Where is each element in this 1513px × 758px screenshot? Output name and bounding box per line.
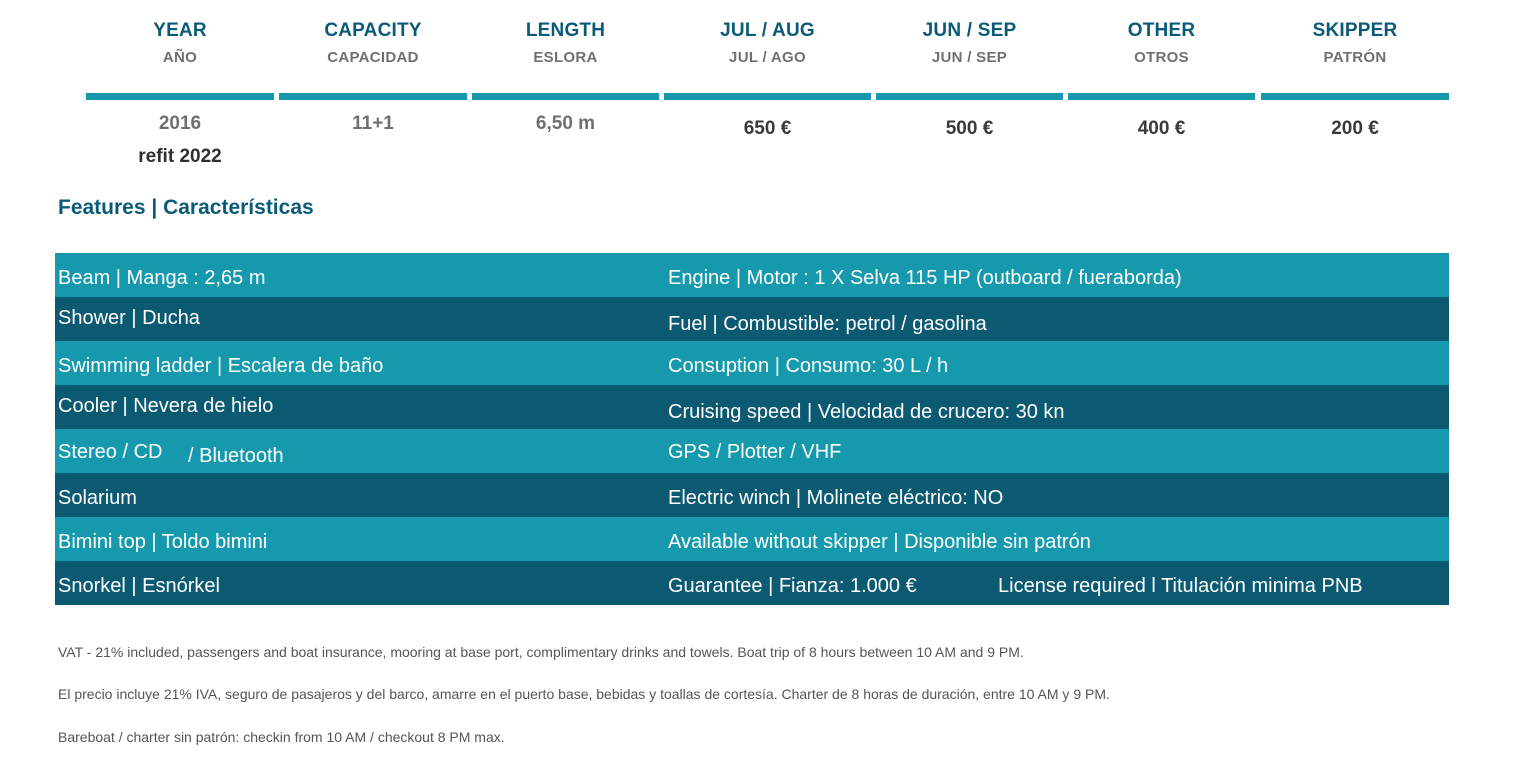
feature-right: Consuption | Consumo: 30 L / h bbox=[668, 355, 949, 377]
feature-row bbox=[55, 253, 1449, 297]
spec-column-jul-aug bbox=[664, 0, 871, 180]
feature-row bbox=[55, 385, 1449, 429]
feature-left: Bimini top | Toldo bimini bbox=[58, 531, 268, 553]
spec-header-en: SKIPPER bbox=[1312, 20, 1398, 41]
spec-value: 650 € bbox=[743, 118, 792, 139]
spec-header-es: ESLORA bbox=[533, 49, 598, 66]
feature-left: Swimming ladder | Escalera de baño bbox=[58, 355, 384, 377]
spec-value-sub: refit 2022 bbox=[138, 146, 222, 167]
spec-divider-bar bbox=[1261, 93, 1449, 100]
feature-row bbox=[55, 561, 1449, 605]
note-es: El precio incluye 21% IVA, seguro de pasajeros y del barco, amarre en el puerto base, bebidas y toallas de cortesía. Charter de 8 horas de duración, entre 10 AM y 9 PM. bbox=[58, 686, 1110, 702]
feature-right: Fuel | Combustible: petrol / gasolina bbox=[668, 313, 987, 335]
feature-right: GPS / Plotter / VHF bbox=[668, 441, 842, 463]
spec-header-en: JUN / SEP bbox=[922, 20, 1017, 41]
feature-right: Cruising speed | Velocidad de crucero: 30 kn bbox=[668, 401, 1065, 423]
spec-header-en: JUL / AUG bbox=[720, 20, 815, 41]
specs-table bbox=[86, 0, 1449, 180]
spec-divider-bar bbox=[472, 93, 659, 100]
features-title: Features | Características bbox=[58, 196, 314, 219]
feature-right-extra: License required l Titulación minima PNB bbox=[998, 575, 1363, 597]
feature-left: Beam | Manga : 2,65 m bbox=[58, 267, 266, 289]
feature-right: Engine | Motor : 1 X Selva 115 HP (outboard / fueraborda) bbox=[668, 267, 1182, 289]
feature-right: Electric winch | Molinete eléctrico: NO bbox=[668, 487, 1004, 509]
spec-column-year bbox=[86, 0, 274, 180]
spec-divider-bar bbox=[876, 93, 1063, 100]
feature-row bbox=[55, 341, 1449, 385]
spec-column-other bbox=[1068, 0, 1255, 180]
spec-divider-bar bbox=[279, 93, 467, 100]
spec-header-es: JUL / AGO bbox=[729, 49, 806, 66]
feature-row bbox=[55, 297, 1449, 341]
spec-value: 2016 bbox=[158, 113, 202, 134]
feature-right: Available without skipper | Disponible sin patrón bbox=[668, 531, 1091, 553]
feature-right: Guarantee | Fianza: 1.000 € bbox=[668, 575, 917, 597]
feature-left: Shower | Ducha bbox=[58, 307, 200, 329]
spec-header-en: LENGTH bbox=[525, 20, 606, 41]
spec-header-en: OTHER bbox=[1127, 20, 1196, 41]
feature-row bbox=[55, 517, 1449, 561]
spec-header-en: YEAR bbox=[153, 20, 207, 41]
spec-divider-bar bbox=[1068, 93, 1255, 100]
spec-column-skipper bbox=[1261, 0, 1449, 180]
spec-divider-bar bbox=[664, 93, 871, 100]
feature-left: Stereo / CD bbox=[58, 441, 163, 463]
spec-header-es: OTROS bbox=[1134, 49, 1189, 66]
spec-value: 500 € bbox=[945, 118, 994, 139]
spec-header-es: JUN / SEP bbox=[931, 49, 1008, 66]
features-table bbox=[55, 253, 1449, 605]
spec-header-es: AÑO bbox=[162, 49, 198, 66]
spec-value: 6,50 m bbox=[535, 113, 596, 134]
spec-column-jun-sep bbox=[876, 0, 1063, 180]
spec-value: 200 € bbox=[1331, 118, 1379, 139]
spec-column-capacity bbox=[279, 0, 467, 180]
spec-header-es: CAPACIDAD bbox=[327, 49, 419, 66]
feature-left: Cooler | Nevera de hielo bbox=[58, 395, 274, 417]
spec-divider-bar bbox=[86, 93, 274, 100]
note-bareboat: Bareboat / charter sin patrón: checkin from 10 AM / checkout 8 PM max. bbox=[58, 729, 505, 745]
feature-left: Snorkel | Esnórkel bbox=[58, 575, 220, 597]
feature-left: Solarium bbox=[58, 487, 137, 509]
feature-left-extra: / Bluetooth bbox=[188, 445, 284, 467]
spec-column-length bbox=[472, 0, 659, 180]
note-en: VAT - 21% included, passengers and boat insurance, mooring at base port, complimentary drinks and towels. Boat trip of 8 hours between 10 AM and 9 PM. bbox=[58, 644, 1024, 660]
spec-header-en: CAPACITY bbox=[324, 20, 422, 41]
spec-value: 400 € bbox=[1137, 118, 1186, 139]
spec-value: 11+1 bbox=[352, 113, 394, 134]
feature-row bbox=[55, 473, 1449, 517]
feature-row bbox=[55, 429, 1449, 473]
spec-header-es: PATRÓN bbox=[1323, 49, 1387, 66]
